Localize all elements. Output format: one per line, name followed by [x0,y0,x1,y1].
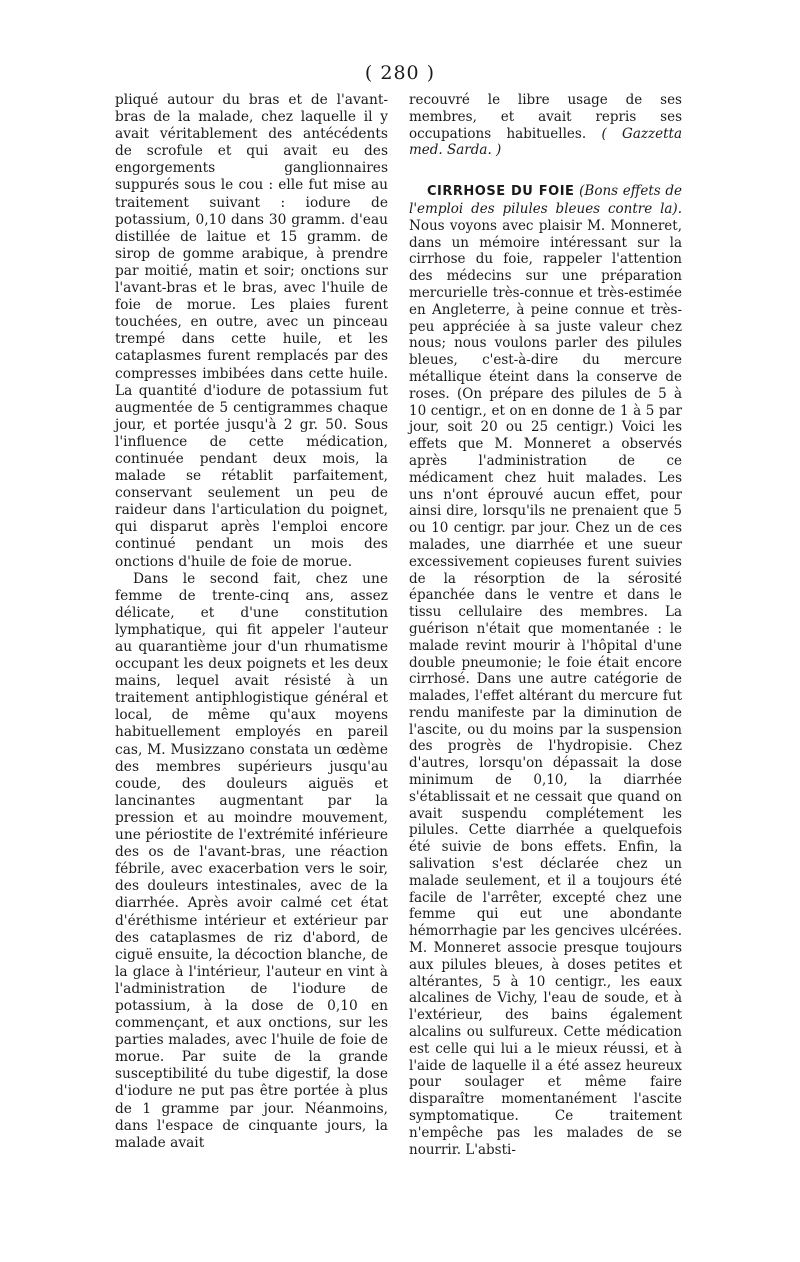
paragraph-continuation: pliqué autour du bras et de l'avant-bras de la malade, chez laquelle il y avait véritablement des antécédents de scrofule et qui avait eu des engorgements ganglionnaires suppurés sous le cou : elle fut mise au traitement suivant : iodure de potassium, 0,10 dans 30 gramm. d'eau distillée de laitue et 15 gramm. de sirop de gomme arabique, à prendre par moitié, matin et soir; onctions sur l'avant-bras et le bras, avec l'huile de foie de morue. Les plaies furent touchées, en outre, avec un pinceau trempé dans cette huile, et les cataplasmes furent remplacés par des compresses imbibées dans cette huile. La quantité d'iodure de potassium fut augmentée de 5 centigrammes chaque jour, et portée jusqu'à 2 gr. 50. Sous l'influence de cette médication, continuée pendant deux mois, la malade se rétablit parfaitement, conservant seulement un peu de raideur dans l'articulation du poignet, qui disparut après l'emploi encore continué pendant un mois des onctions d'huile de foie de morue. [115,92,388,570]
article-subtitle: (Bons effets de l'emploi des pilules bleues contre la). [409,183,682,217]
paragraph-conclusion [409,92,682,159]
paragraph-second-case: Dans le second fait, chez une femme de trente-cinq ans, assez délicate, et d'une constitution lymphatique, qui fit appeler l'auteur au quarantième jour d'un rhumatisme occupant les deux poignets et les deux mains, lequel avait résisté à un traitement antiphlogistique général et local, de même qu'aux moyens habituellement employés en pareil cas, M. Musizzano constata un œdème des membres supérieurs jusqu'au coude, des douleurs aiguës et lancinantes augmentant par la pression et au moindre mouvement, une périostite de l'extrémité inférieure des os de l'avant-bras, une réaction fébrile, avec exacerbation vers le soir, des douleurs intestinales, avec de la diarrhée. Après avoir calmé cet état d'éréthisme intérieur et extérieur par des cataplasmes de riz d'abord, de ciguë ensuite, la décoction blanche, de la glace à l'intérieur, l'auteur en vint à l'administration de l'iodure de potassium, à la dose de 0,10 en commençant, et aux onctions, sur les parties malades, avec l'huile de foie de morue. Par suite de la grande susceptibilité du tube digestif, la dose d'iodure ne put pas être portée à plus de 1 gramme par jour. Néanmoins, dans l'espace de cinquante jours, la malade avait [115,570,388,1151]
conclusion-text: recouvré le libre usage de ses membres, et avait repris ses occupations habituelles. [409,92,682,142]
page-number: ( 280 ) [364,62,436,84]
source-citation: ( Gazzetta med. Sarda. ) [409,125,682,159]
right-column [409,92,682,1158]
article-title: CIRRHOSE DU FOIE [427,184,575,200]
left-column [115,92,388,1152]
article-cirrhose [409,183,682,1158]
article-body: Nous voyons avec plaisir M. Monneret, dans un mémoire intéressant sur la cirrhose du foie, rappeler l'attention des médecins sur une préparation mercurielle très-connue et très-estimée en Angleterre, à peine connue et très-peu appréciée à sa juste valeur chez nous; nous voulons parler des pilules bleues, c'est-à-dire du mercure métallique éteint dans la conserve de roses. (On prépare des pilules de 5 à 10 centigr., et on en donne de 1 à 5 par jour, soit 20 ou 25 centigr.) Voici les effets que M. Monneret a observés après l'administration de ce médicament chez huit malades. Les uns n'ont éprouvé aucun effet, pour ainsi dire, lorsqu'ils ne prenaient que 5 ou 10 centigr. par jour. Chez un de ces malades, une diarrhée et une sueur excessivement copieuses furent suivies de la résorption de la sérosité épanchée dans le ventre et dans le tissu cellulaire des membres. La guérison n'était que momentanée : le malade revint mourir à l'hôpital d'une double pneumonie; le foie était encore cirrhosé. Dans une autre catégorie de malades, l'effet altérant du mercure fut rendu manifeste par la diminution de l'ascite, ou du moins par la suspension des progrès de l'hydropisie. Chez d'autres, lorsqu'on dépassait la dose minimum de 0,10, la diarrhée s'établissait et ne cessait que quand on avait suspendu complétement les pilules. Cette diarrhée a quelquefois été suivie de bons effets. Enfin, la salivation s'est déclarée chez un malade seulement, et il a toujours été facile de l'arrêter, excepté chez une femme qui eut une abondante hémorrhagie par les gencives ulcérées. M. Monneret associe presque toujours aux pilules bleues, à doses petites et altérantes, 5 à 10 centigr., les eaux alcalines de Vichy, l'eau de soude, et à l'extérieur, des bains également alcalins ou sulfureux. Cette médication est celle qui lui a le mieux réussi, et à l'aide de laquelle il a été assez heureux pour soulager et même faire disparaître momentanément l'ascite symptomatique. Ce traitement n'empêche pas les malades de se nourrir. L'absti- [409,217,682,1158]
